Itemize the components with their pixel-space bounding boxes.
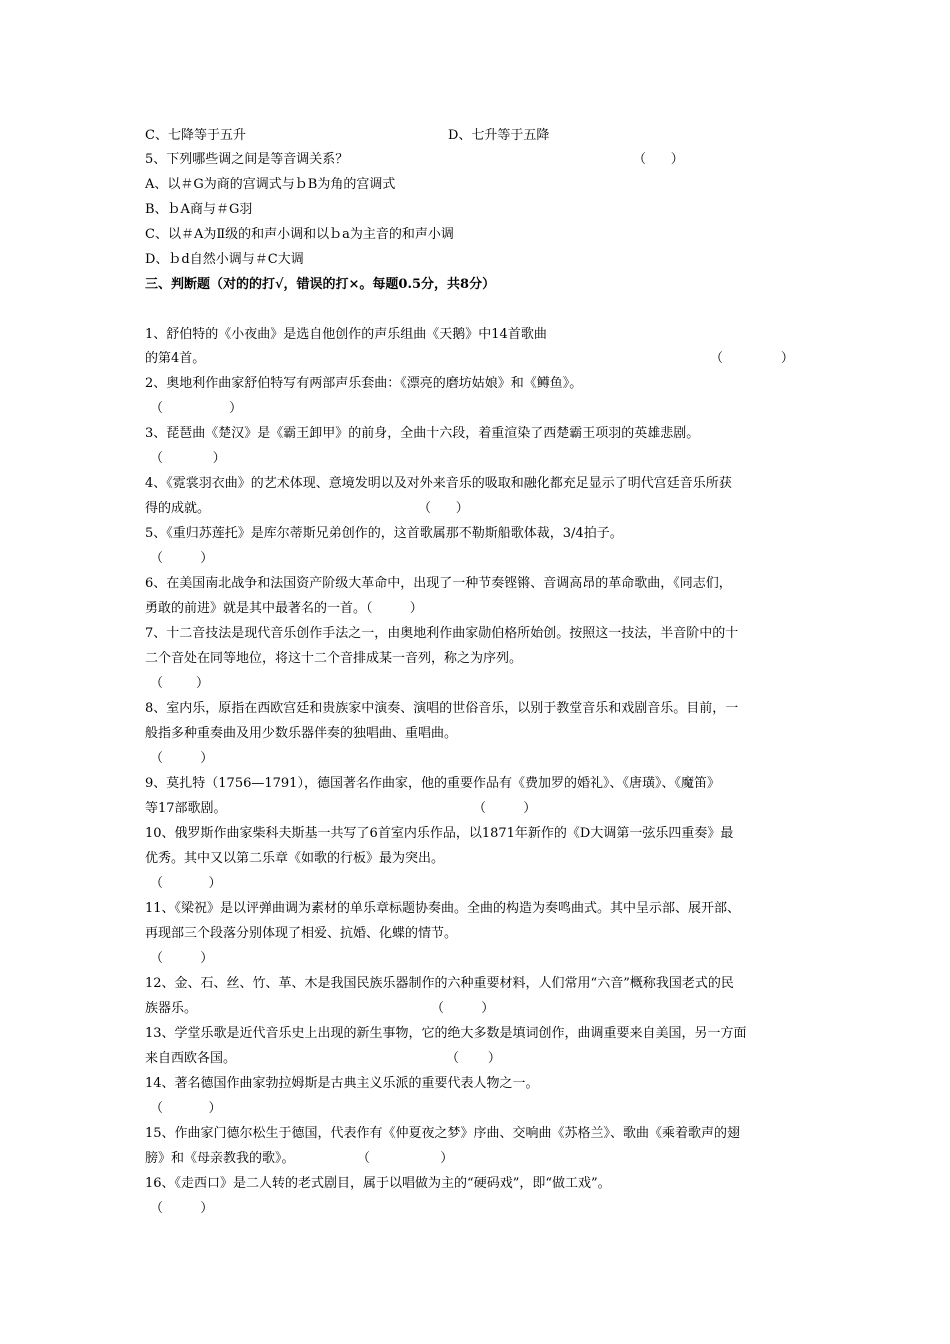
answer-paren: （ ）	[446, 1051, 501, 1066]
question-line: 勇敢的前进》就是其中最著名的一首。（ ）	[145, 601, 423, 616]
answer-paren: （ ）	[150, 1201, 214, 1216]
answer-paren: （ ）	[357, 1151, 454, 1166]
question-line: 来自西欧各国。	[145, 1051, 237, 1066]
answer-paren: （ ）	[150, 751, 214, 766]
answer-paren: （ ）	[150, 451, 226, 466]
section-title: 三、判断题（对的的打√，错误的打×。每题0.5分，共8分）	[145, 277, 496, 292]
question-line: 5、《重归苏莲托》是库尔蒂斯兄弟创作的，这首歌属那不勒斯船歌体裁，3/4拍子。	[145, 526, 623, 541]
answer-paren: （ ）	[150, 1101, 222, 1116]
option-d: D、七升等于五降	[448, 128, 550, 143]
question-line: 8、室内乐，原指在西欧宫廷和贵族家中演奏、演唱的世俗音乐，以别于教堂音乐和戏剧音乐。目前，一	[145, 701, 739, 716]
answer-paren: （ ）	[150, 951, 214, 966]
question-line: 4、《霓裳羽衣曲》的艺术体现、意境发明以及对外来音乐的吸取和融化都充足显示了明代宫廷音乐所获	[145, 476, 732, 491]
answer-paren: （ ）	[150, 676, 210, 691]
q5-option-c: C、以＃A为Ⅱ级的和声小调和以ｂa为主音的和声小调	[145, 227, 454, 242]
question-line: 12、金、石、丝、竹、革、木是我国民族乐器制作的六种重要材料，人们常用“六音”概称我国老式的民	[145, 976, 734, 991]
question-line: 等17部歌剧。	[145, 801, 227, 816]
question-line: 优秀。其中又以第二乐章《如歌的行板》最为突出。	[145, 851, 445, 866]
question-line: 3、琵琶曲《楚汉》是《霸王卸甲》的前身，全曲十六段，着重渲染了西楚霸王项羽的英雄悲剧。	[145, 426, 700, 441]
question-line: 1、舒伯特的《小夜曲》是选自他创作的声乐组曲《天鹅》中14首歌曲	[145, 327, 547, 342]
option-c: C、七降等于五升	[145, 128, 246, 143]
question-line: 族器乐。	[145, 1001, 198, 1016]
question-line: 14、著名德国作曲家勃拉姆斯是古典主义乐派的重要代表人物之一。	[145, 1076, 539, 1091]
question-line: 13、学堂乐歌是近代音乐史上出现的新生事物，它的绝大多数是填词创作，曲调重要来自美国，另一方面	[145, 1026, 747, 1041]
question-line: 2、奥地利作曲家舒伯特写有两部声乐套曲：《漂亮的磨坊姑娘》和《鳟鱼》。	[145, 376, 583, 391]
question-line: 10、俄罗斯作曲家柴科夫斯基一共写了6首室内乐作品，以1871年新作的《D大调第一弦乐四重奏》最	[145, 826, 734, 841]
q5-option-a: A、以＃G为商的宫调式与ｂB为角的宫调式	[145, 177, 396, 192]
question-line: 7、十二音技法是现代音乐创作手法之一，由奥地利作曲家勋伯格所始创。按照这一技法，半音阶中的十	[145, 626, 739, 641]
answer-paren: （ ）	[150, 401, 243, 416]
answer-paren: （ ）	[150, 876, 222, 891]
question-line: 16、《走西口》是二人转的老式剧目，属于以唱做为主的“硬码戏”，即“做工戏”。	[145, 1176, 611, 1191]
answer-paren: （ ）	[431, 1001, 495, 1016]
question-line: 膀》和《母亲教我的歌》。	[145, 1151, 295, 1166]
question-line: 般指多种重奏曲及用少数乐器伴奏的独唱曲、重唱曲。	[145, 726, 458, 741]
question-line: 11、《梁祝》是以评弹曲调为素材的单乐章标题协奏曲。全曲的构造为奏鸣曲式。其中呈示部、展开部、	[145, 901, 741, 916]
question-line: 6、在美国南北战争和法国资产阶级大革命中，出现了一种节奏铿锵、音调高昂的革命歌曲，《同志们，	[145, 576, 732, 591]
question-line: 得的成就。	[145, 501, 211, 516]
answer-paren: （ ）	[710, 351, 794, 366]
q5-option-b: B、ｂA商与＃G羽	[145, 202, 253, 217]
q5-stem: 5、下列哪些调之间是等音调关系？	[145, 152, 349, 167]
question-line: 9、莫扎特（1756—1791），德国著名作曲家，他的重要作品有《费加罗的婚礼》、《唐璜》、《魔笛》	[145, 776, 720, 791]
answer-paren: （ ）	[473, 801, 537, 816]
question-line: 二个音处在同等地位，将这十二个音排成某一音列，称之为序列。	[145, 651, 523, 666]
question-line: 再现部三个段落分别体现了相爱、抗婚、化蝶的情节。	[145, 926, 458, 941]
q5-option-d: D、ｂd自然小调与＃C大调	[145, 252, 304, 267]
question-line: 15、作曲家门德尔松生于德国，代表作有《仲夏夜之梦》序曲、交响曲《苏格兰》、歌曲《乘着歌声的翅	[145, 1126, 741, 1141]
answer-paren: （ ）	[150, 551, 214, 566]
question-line: 的第4首。	[145, 351, 206, 366]
answer-paren: （ ）	[418, 501, 469, 516]
answer-paren: （ ）	[633, 152, 684, 167]
